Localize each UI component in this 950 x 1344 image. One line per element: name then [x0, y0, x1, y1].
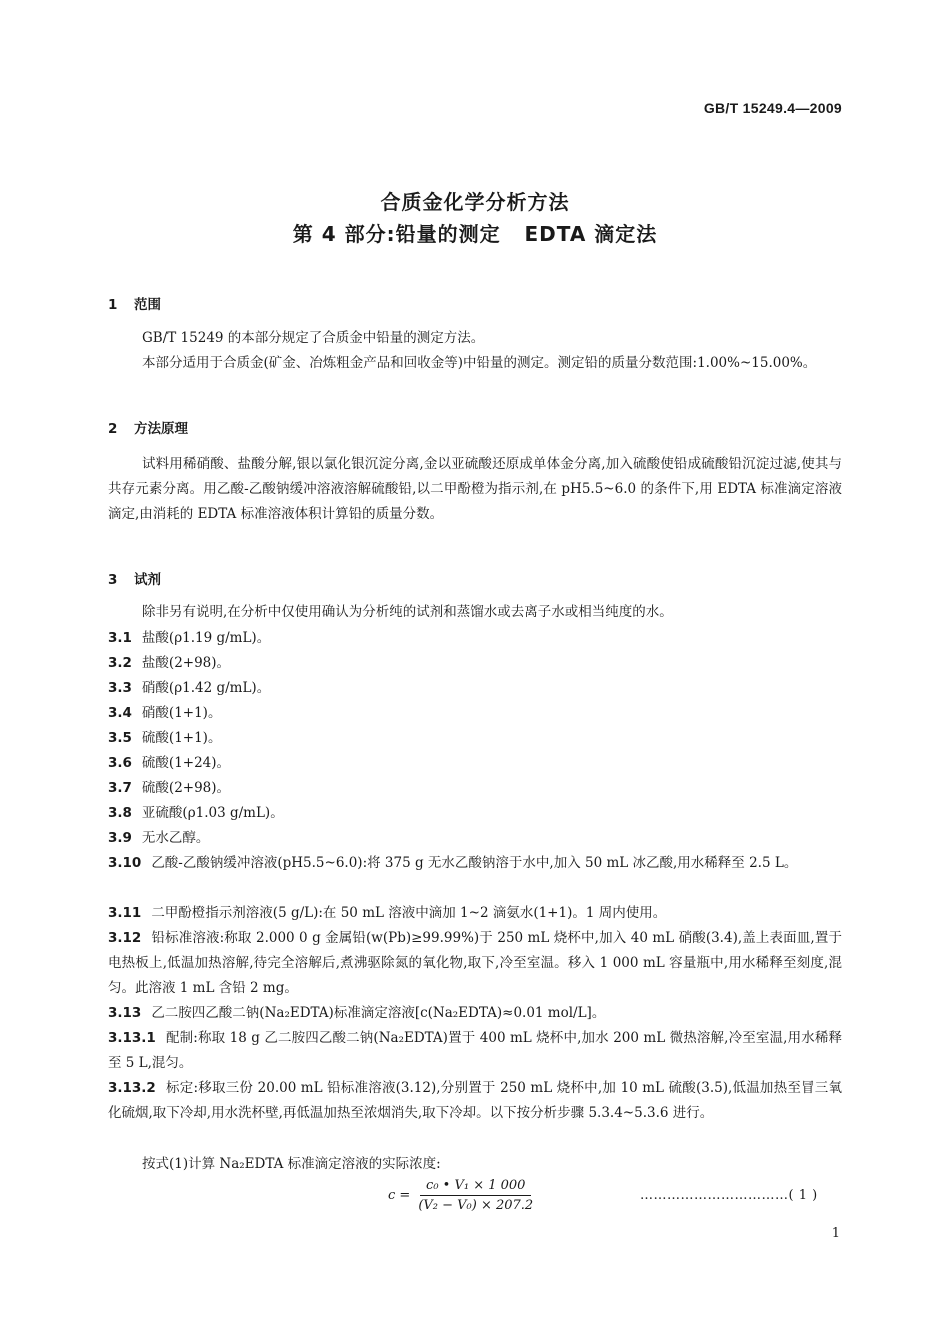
- formula-fraction: [418, 1178, 533, 1213]
- reagent-item: 3.9 无水乙醇。: [108, 830, 210, 846]
- formula-numerator: c₀ • V₁ × 1 000: [420, 1178, 531, 1196]
- formula-lhs: c =: [388, 1188, 411, 1203]
- reagent-item: 3.7 硫酸(2+98)。: [108, 780, 231, 796]
- paragraph: 试料用稀硝酸、盐酸分解,银以氯化银沉淀分离,金以亚硫酸还原成单体金分离,加入硫酸使铅成硫酸铅沉淀过滤,使其与共存元素分离。用乙酸-乙酸钠缓冲溶液溶解硫酸铅,以二甲酚橙为指示剂,在 pH5.5~6.0 的条件下,用 EDTA 标准滴定溶液滴定,由消耗的 EDTA 标准溶液体积计算铅的质量分数。: [108, 456, 842, 522]
- paragraph: 本部分适用于合质金(矿金、冶炼粗金产品和回收金等)中铅量的测定。测定铅的质量分数范围:1.00%~15.00%。: [142, 355, 817, 371]
- paragraph: GB/T 15249 的本部分规定了合质金中铅量的测定方法。: [142, 330, 485, 346]
- equation-number: ( 1 ): [788, 1188, 818, 1203]
- reagent-item: 3.3 硝酸(ρ1.42 g/mL)。: [108, 680, 271, 696]
- document-title-line1: 合质金化学分析方法: [380, 190, 570, 214]
- reagent-item: 3.13.2 标定:移取三份 20.00 mL 铅标准溶液(3.12),分别置于 250 mL 烧杯中,加 10 mL 硫酸(3.5),低温加热至冒三氧化硫烟,取下冷却,用水洗杯壁,再低温加热至浓烟消失,取下冷却。以下按分析步骤 5.3.4~5.3.6 进行。: [108, 1080, 842, 1121]
- reagent-item: 3.8 亚硫酸(ρ1.03 g/mL)。: [108, 805, 284, 821]
- reagent-item: 3.5 硫酸(1+1)。: [108, 730, 222, 746]
- section-title: 范围: [134, 297, 161, 313]
- reagent-item: 3.12 铅标准溶液:称取 2.000 0 g 金属铅(w(Pb)≥99.99%)于 250 mL 烧杯中,加入 40 mL 硝酸(3.4),盖上表面皿,置于电热板上,低温加热溶解,待完全溶解后,煮沸驱除氮的氧化物,取下,冷至室温。移入 1 000 mL 容量瓶中,用水稀释至刻度,混匀。此溶液 1 mL 含铅 2 mg。: [108, 930, 842, 996]
- reagent-item: 3.2 盐酸(2+98)。: [108, 655, 231, 671]
- reagent-item: 3.10 乙酸-乙酸钠缓冲溶液(pH5.5~6.0):将 375 g 无水乙酸钠溶于水中,加入 50 mL 冰乙酸,用水稀释至 2.5 L。: [108, 855, 798, 871]
- formula-1: [388, 1178, 533, 1213]
- section-number: 1: [108, 297, 118, 313]
- formula-leader: ……………………………( 1 ): [640, 1188, 818, 1203]
- document-title-line2: 第 4 部分:铅量的测定 EDTA 滴定法: [292, 222, 658, 246]
- section-2-heading: [108, 417, 188, 437]
- section-3-heading: [108, 568, 161, 588]
- standard-code-header: GB/T 15249.4—2009: [703, 100, 842, 116]
- section-title: 试剂: [134, 572, 161, 588]
- section-number: 2: [108, 421, 118, 437]
- formula-denominator: (V₂ − V₀) × 207.2: [418, 1198, 534, 1213]
- paragraph: 按式(1)计算 Na₂EDTA 标准滴定溶液的实际浓度:: [142, 1156, 441, 1172]
- page-number: 1: [831, 1226, 840, 1241]
- reagent-item: 3.13.1 配制:称取 18 g 乙二胺四乙酸二钠(Na₂EDTA)置于 400 mL 烧杯中,加水 200 mL 微热溶解,冷至室温,用水稀释至 5 L,混匀。: [108, 1030, 842, 1071]
- reagent-item: 3.6 硫酸(1+24)。: [108, 755, 231, 771]
- reagent-item: 3.11 二甲酚橙指示剂溶液(5 g/L):在 50 mL 溶液中滴加 1~2 滴氨水(1+1)。1 周内使用。: [108, 905, 667, 921]
- reagent-item: 3.13 乙二胺四乙酸二钠(Na₂EDTA)标准滴定溶液[c(Na₂EDTA)≈0.01 mol/L]。: [108, 1005, 606, 1021]
- reagent-item: 3.4 硝酸(1+1)。: [108, 705, 222, 721]
- section-title: 方法原理: [134, 421, 188, 437]
- reagent-item: 3.1 盐酸(ρ1.19 g/mL)。: [108, 630, 271, 646]
- section-1-heading: [108, 293, 161, 313]
- section-number: 3: [108, 572, 118, 588]
- paragraph: 除非另有说明,在分析中仅使用确认为分析纯的试剂和蒸馏水或去离子水或相当纯度的水。: [142, 604, 673, 620]
